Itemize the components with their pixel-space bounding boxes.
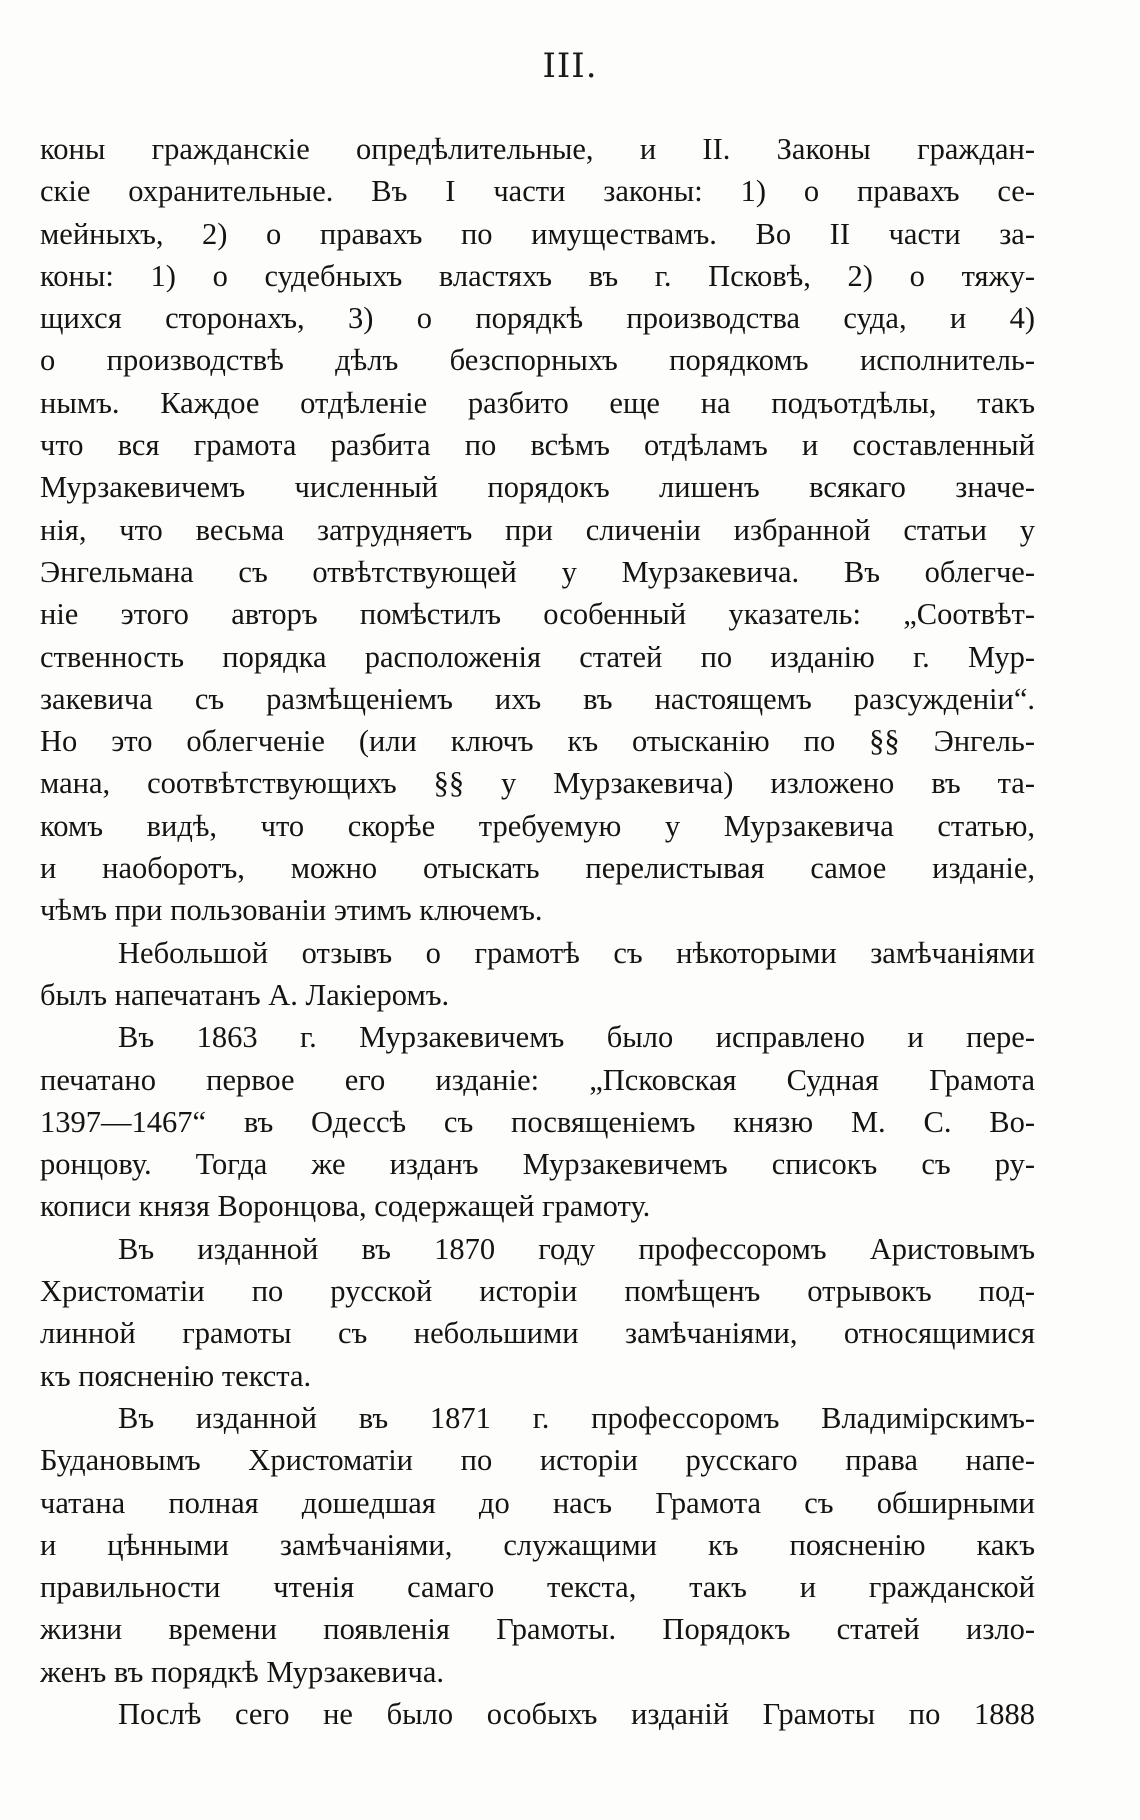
text-line: къ поясненію текста. bbox=[40, 1358, 312, 1393]
text-line: Въ изданной въ 1870 году профессоромъ Аристовымъ bbox=[118, 1231, 1035, 1266]
body-text bbox=[40, 128, 1035, 1735]
text-line: печатано первое его изданіе: „Псковская Судная Грамота bbox=[40, 1062, 1035, 1097]
text-line: Но это облегченіе (или ключъ къ отысканію по §§ Энгель- bbox=[40, 724, 1035, 759]
paragraph-6 bbox=[40, 1693, 1035, 1735]
text-line: коны: 1) о судебныхъ властяхъ въ г. Псковѣ, 2) о тяжу- bbox=[40, 258, 1035, 293]
text-line: щихся сторонахъ, 3) о порядкѣ производства суда, и 4) bbox=[40, 301, 1035, 336]
text-line: что вся грамота разбита по всѣмъ отдѣламъ и составленный bbox=[40, 428, 1035, 463]
text-line: Будановымъ Христоматіи по исторіи русскаго права напе- bbox=[40, 1443, 1035, 1478]
text-line: Небольшой отзывъ о грамотѣ съ нѣкоторыми замѣчаніями bbox=[118, 935, 1035, 970]
paragraph-4 bbox=[40, 1228, 1035, 1397]
text-line: комъ видѣ, что скорѣе требуемую у Мурзакевича статью, bbox=[40, 808, 1035, 843]
text-line: и цѣнными замѣчаніями, служащими къ поясненію какъ bbox=[40, 1527, 1035, 1562]
text-line: былъ напечатанъ А. Лакіеромъ. bbox=[40, 977, 450, 1012]
text-line: коны гражданскіе опредѣлительные, и II. Законы граждан- bbox=[40, 132, 1035, 166]
page-number: III. bbox=[542, 46, 598, 86]
text-line: линной грамоты съ небольшими замѣчаніями, относящимися bbox=[40, 1316, 1035, 1351]
paragraph-2 bbox=[40, 932, 1035, 1017]
paragraph-1 bbox=[40, 128, 1035, 932]
text-line: чатана полная дошедшая до насъ Грамота съ обширными bbox=[40, 1485, 1035, 1520]
text-line: закевича съ размѣщеніемъ ихъ въ настоящемъ разсужденіи“. bbox=[40, 681, 1035, 716]
text-line: и наоборотъ, можно отыскать перелистывая самое изданіе, bbox=[40, 851, 1035, 886]
text-line: нія, что весьма затрудняетъ при сличеніи избранной статьи у bbox=[40, 512, 1035, 547]
text-line: 1397—1467“ въ Одессѣ съ посвященіемъ князю М. С. Во- bbox=[40, 1104, 1035, 1139]
text-line: женъ въ порядкѣ Мурзакевича. bbox=[40, 1654, 444, 1689]
text-line: чѣмъ при пользованіи этимъ ключемъ. bbox=[40, 893, 543, 928]
text-line: ственность порядка расположенія статей по изданію г. Мур- bbox=[40, 639, 1035, 674]
paragraph-3 bbox=[40, 1016, 1035, 1227]
text-line: мейныхъ, 2) о правахъ по имуществамъ. Во II части за- bbox=[40, 216, 1035, 251]
paragraph-5 bbox=[40, 1397, 1035, 1693]
text-line: кописи князя Воронцова, содержащей грамоту. bbox=[40, 1189, 651, 1224]
text-line: ніе этого авторъ помѣстилъ особенный указатель: „Соотвѣт- bbox=[40, 597, 1035, 632]
text-line: нымъ. Каждое отдѣленіе разбито еще на подъотдѣлы, такъ bbox=[40, 385, 1035, 420]
text-line: Въ 1863 г. Мурзакевичемъ было исправлено и пере- bbox=[118, 1020, 1035, 1055]
text-line: ронцову. Тогда же изданъ Мурзакевичемъ списокъ съ ру- bbox=[40, 1147, 1035, 1182]
text-line: о производствѣ дѣлъ безспорныхъ порядкомъ исполнитель- bbox=[40, 343, 1035, 378]
text-line: Послѣ сего не было особыхъ изданій Грамоты по 1888 bbox=[118, 1696, 1035, 1731]
text-line: скіе охранительные. Въ I части законы: 1) о правахъ се- bbox=[40, 174, 1035, 209]
text-line: мана, соотвѣтствующихъ §§ у Мурзакевича) изложено въ та- bbox=[40, 766, 1035, 801]
text-line: правильности чтенія самаго текста, такъ и гражданской bbox=[40, 1570, 1035, 1605]
text-line: Въ изданной въ 1871 г. профессоромъ Владимірскимъ- bbox=[118, 1400, 1035, 1435]
text-line: Мурзакевичемъ численный порядокъ лишенъ всякаго значе- bbox=[40, 470, 1035, 505]
text-line: Христоматіи по русской исторіи помѣщенъ отрывокъ под- bbox=[40, 1274, 1035, 1309]
text-line: Энгельмана съ отвѣтствующей у Мурзакевича. Въ облегче- bbox=[40, 554, 1035, 589]
text-line: жизни времени появленія Грамоты. Порядокъ статей изло- bbox=[40, 1612, 1035, 1647]
